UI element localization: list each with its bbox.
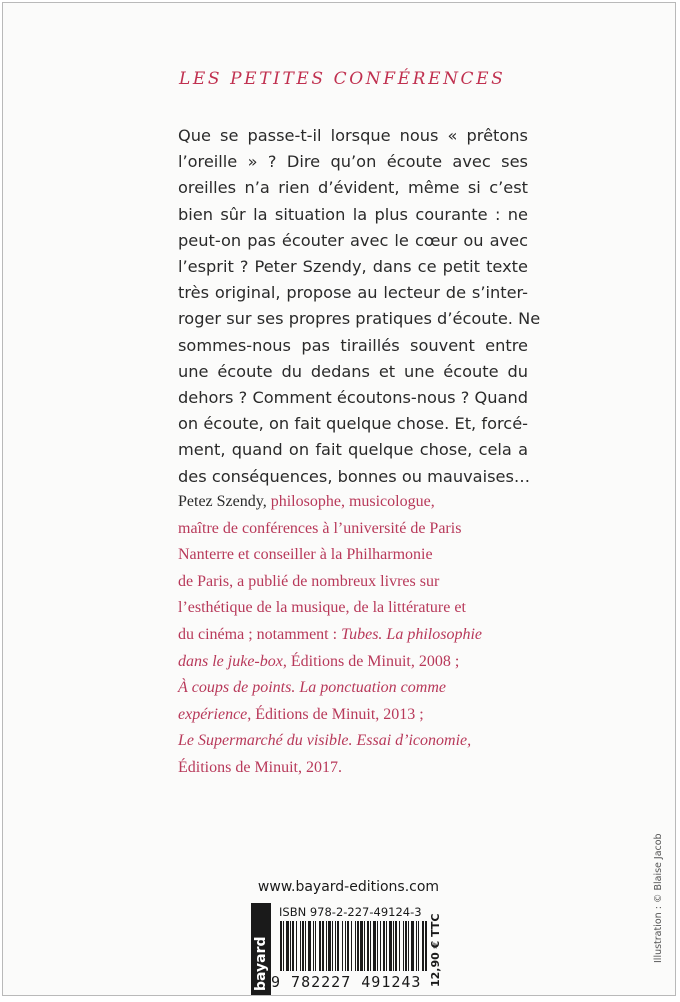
book-title: Tubes. La philosophie (341, 625, 482, 643)
blurb-line: sommes-nous pas tiraillés souvent entre (178, 335, 528, 355)
bio-text: , Éditions de Minuit, 2013 ; (247, 705, 424, 723)
price-label: 12,90 € TTC (429, 913, 442, 987)
blurb-line: oreilles n’a rien d’évident, même si c’est (178, 178, 528, 198)
blurb-line: Que se passe-t-il lorsque nous « prêtons (178, 126, 528, 145)
bio-text: , Éditions de Minuit, 2008 ; (282, 652, 460, 670)
bio-text: du cinéma ; notamment : (178, 625, 342, 643)
blurb-line: dehors ? Comment écoutons-nous ? Quand (178, 388, 528, 408)
series-title: LES PETITES CONFÉRENCES (179, 69, 506, 89)
publisher-logo (251, 903, 271, 996)
bio-line (178, 622, 533, 649)
blurb-line: roger sur ses propres pratiques d’écoute. Ne (178, 309, 541, 329)
book-title: À coups de points. La ponctuation comme (178, 679, 446, 697)
book-title: dans le juke-box (178, 652, 283, 670)
illustration-credit: Illustration : © Blaise Jacob (653, 833, 664, 963)
blurb-line: l’oreille » ? Dire qu’on écoute avec ses (178, 152, 528, 172)
blurb-text (178, 123, 541, 490)
barcode-icon (279, 921, 427, 971)
book-title: Le Supermarché du visible. Essai d’iconomie, (178, 732, 472, 750)
book-title: expérience (178, 705, 248, 723)
bio-line (178, 489, 533, 516)
barcode-number: 9 782227 491243 (271, 973, 422, 991)
isbn-label: ISBN 978-2-227-49124-3 (279, 905, 422, 919)
bio-line (178, 649, 533, 676)
bio-line: Éditions de Minuit, 2017. (178, 758, 342, 776)
bio-line: l’esthétique de la musique, de la littérature et (178, 599, 466, 617)
publisher-logo-text: bayard (253, 936, 269, 991)
barcode-block (251, 879, 446, 996)
blurb-line: une écoute du dedans et une écoute du (178, 361, 528, 381)
book-back-cover (2, 2, 676, 996)
bio-line: Nanterre et conseiller à la Philharmonie (178, 546, 433, 564)
blurb-line: des conséquences, bonnes ou mauvaises… (178, 466, 531, 486)
author-bio (178, 489, 533, 782)
author-name: Petez Szendy, (178, 493, 267, 510)
bio-text: philosophe, musicologue, (266, 493, 435, 510)
bio-line (178, 702, 533, 729)
blurb-line: on écoute, on fait quelque chose. Et, forcé- (178, 414, 528, 434)
blurb-line: très original, propose au lecteur de s’inter- (178, 283, 528, 303)
blurb-line: peut-on pas écouter avec le cœur ou avec (178, 230, 528, 250)
blurb-line: l’esprit ? Peter Szendy, dans ce petit texte (178, 257, 528, 277)
blurb-line: ment, quand on fait quelque chose, cela a (178, 440, 528, 460)
publisher-website: www.bayard-editions.com (257, 879, 440, 895)
bio-line: de Paris, a publié de nombreux livres sur (178, 572, 440, 590)
blurb-line: bien sûr la situation la plus courante : ne (178, 204, 528, 224)
bio-line: maître de conférences à l’université de Paris (178, 519, 462, 537)
